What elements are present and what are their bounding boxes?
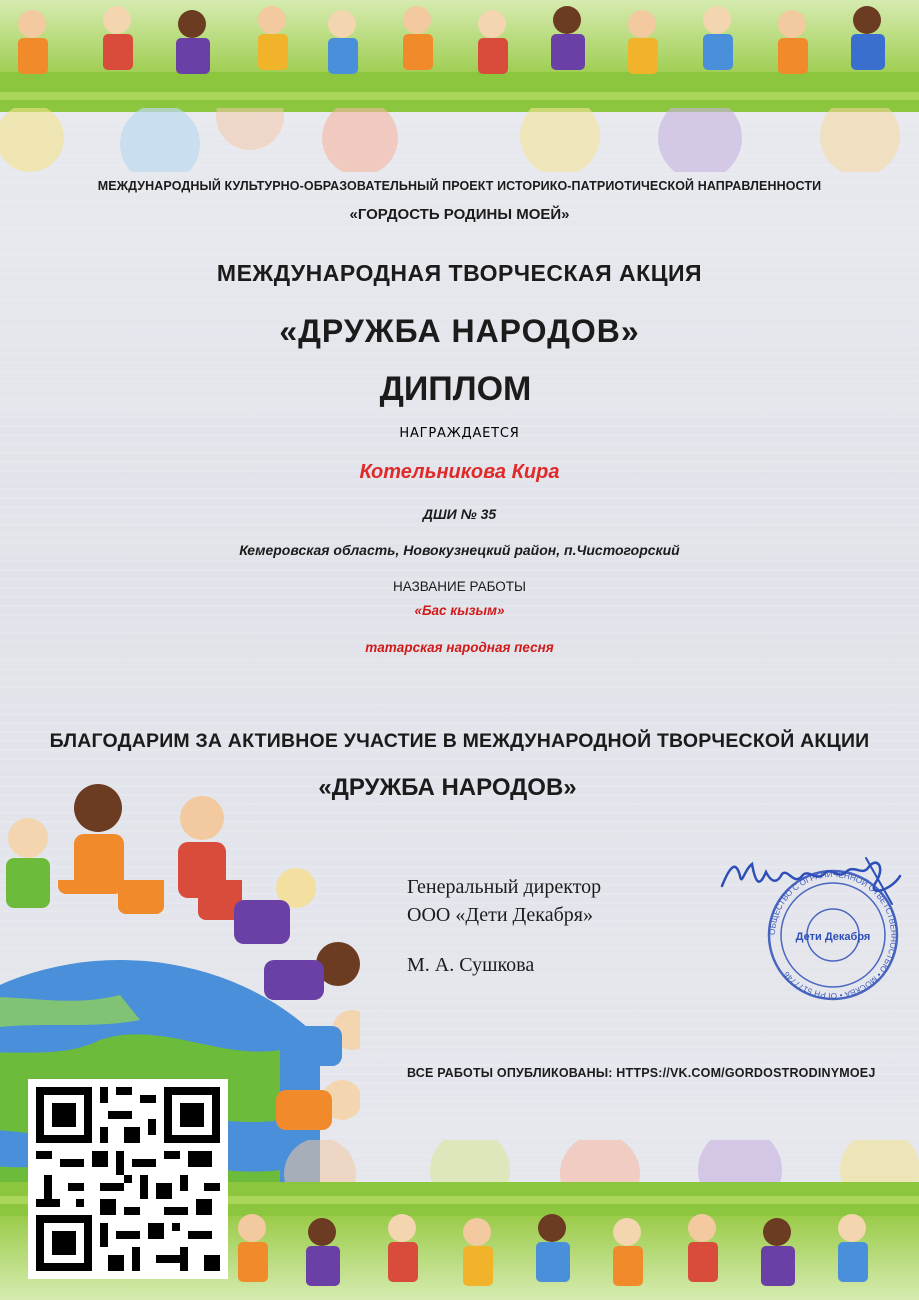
work-label: НАЗВАНИЕ РАБОТЫ <box>392 579 527 594</box>
signer-role: Генеральный директор <box>407 876 602 898</box>
kids-border-illustration <box>0 0 919 112</box>
event-title: МЕЖДУНАРОДНАЯ ТВОРЧЕСКАЯ АКЦИЯ <box>216 260 703 286</box>
published-link-text: ВСЕ РАБОТЫ ОПУБЛИКОВАНЫ: HTTPS://VK.COM/GORDOSTRODINYMOEJ <box>407 1066 876 1080</box>
project-name: «ГОРДОСТЬ РОДИНЫ МОЕЙ» <box>349 206 570 223</box>
top-decorative-band <box>0 0 919 112</box>
work-description: татарская народная песня <box>365 640 554 655</box>
qr-code[interactable] <box>28 1079 228 1279</box>
thanks-event-name: «ДРУЖБА НАРОДОВ» <box>318 774 577 801</box>
document-type: ДИПЛОМ <box>379 370 532 408</box>
event-name: «ДРУЖБА НАРОДОВ» <box>279 313 640 349</box>
project-title: МЕЖДУНАРОДНЫЙ КУЛЬТУРНО-ОБРАЗОВАТЕЛЬНЫЙ ПРОЕКТ ИСТОРИКО-ПАТРИОТИЧЕСКОЙ НАПРАВЛЕННОСТИ <box>97 179 822 193</box>
signer-organization: ООО «Дети Декабря» <box>407 904 593 926</box>
work-title: «Бас кызым» <box>414 603 505 618</box>
signer-name: М. А. Сушкова <box>407 954 535 976</box>
stamp-ring-text: ОБЩЕСТВО С ОГРАНИЧЕННОЙ ОТВЕТСТВЕННОСТЬЮ • МОСКВА • ОГРН 5177746 <box>767 869 899 1001</box>
recipient-region: Кемеровская область, Новокузнецкий район, п.Чистогорский <box>239 542 680 558</box>
top-pastel-circles <box>0 108 919 172</box>
stamp-center-text: Дети Декабря <box>795 931 871 943</box>
company-stamp <box>766 868 900 1002</box>
recipient-name: Котельникова Кира <box>359 461 560 483</box>
awarded-label: НАГРАЖДАЕТСЯ <box>399 426 520 441</box>
recipient-school: ДШИ № 35 <box>422 506 497 522</box>
thanks-text: БЛАГОДАРИМ ЗА АКТИВНОЕ УЧАСТИЕ В МЕЖДУНАРОДНОЙ ТВОРЧЕСКОЙ АКЦИИ <box>49 730 870 752</box>
